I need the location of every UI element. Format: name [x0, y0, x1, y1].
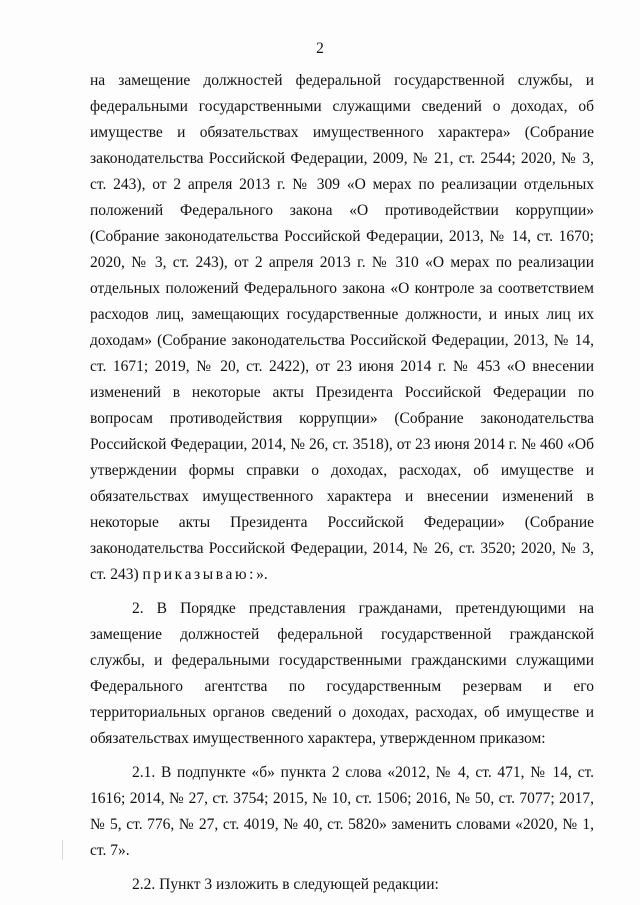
page-number: 2 — [316, 40, 324, 57]
paragraph-item-2-2: 2.2. Пункт 3 изложить в следующей редакции: — [132, 876, 439, 893]
paragraph-item-2-1: 2.1. В подпункте «б» пункта 2 слова «2012, № 4, ст. 471, № 14, ст. 1616; 2014, № 27, ст. 3754; 2015, № 10, ст. 1506; 2016, № 50, ст. 7077; 2017, № 5, ст. 776, № 27, ст. 4019, № 40, ст. 5820» заменить словами «2020, № 1, ст. 7». — [90, 764, 594, 859]
paragraph-continuation-text: на замещение должностей федеральной государственной службы, и федеральными государственными служащими сведений о доходах, об имуществе и обязательствах имущественного характера» (Собрание законодательства Российской Федерации, 2009, № 21, ст. 2544; 2020, № 3, ст. 243), от 2 апреля 2013 г. № 309 «О мерах по реализации отдельных положений Федерального закона «О противодействии коррупции» (Собрание законодательства Российской Федерации, 2013, № 14, ст. 1670; 2020, № 3, ст. 243), от 2 апреля 2013 г. № 310 «О мерах по реализации отдельных положений Федерального закона «О контроле за соответствием расходов лиц, замещающих государственные должности, и иных лиц их доходам» (Собрание законодательства Российской Федерации, 2013, № 14, ст. 1671; 2019, № 20, ст. 2422), от 23 июня 2014 г. № 453 «О внесении изменений в некоторые акты Президента Российской Федерации по вопросам противодействия коррупции» (Собрание законодательства Российской Федерации, 2014, № 26, ст. 3518), от 23 июня 2014 г. № 460 «Об утверждении формы справки о доходах, расходах, об имуществе и обязательствах имущественного характера и внесении изменений в некоторые акты Президента Российской Федерации» (Собрание законодательства Российской Федерации, 2014, № 26, ст. 3520; 2020, № 3, ст. 243) — [90, 72, 594, 583]
paragraph-continuation — [90, 68, 594, 588]
document-body — [90, 68, 594, 898]
scan-mark — [62, 840, 63, 860]
spaced-order-word: приказываю: — [142, 566, 257, 583]
paragraph-continuation-tail: ». — [256, 566, 268, 583]
paragraph-item-2: 2. В Порядке представления гражданами, претендующими на замещение должностей федеральной государственной гражданской службы, и федеральными государственными гражданскими служащими Федерального агентства по государственным резервам и его территориальных органов сведений о доходах, расходах, об имуществе и обязательствах имущественного характера, утвержденном приказом: — [90, 600, 594, 747]
